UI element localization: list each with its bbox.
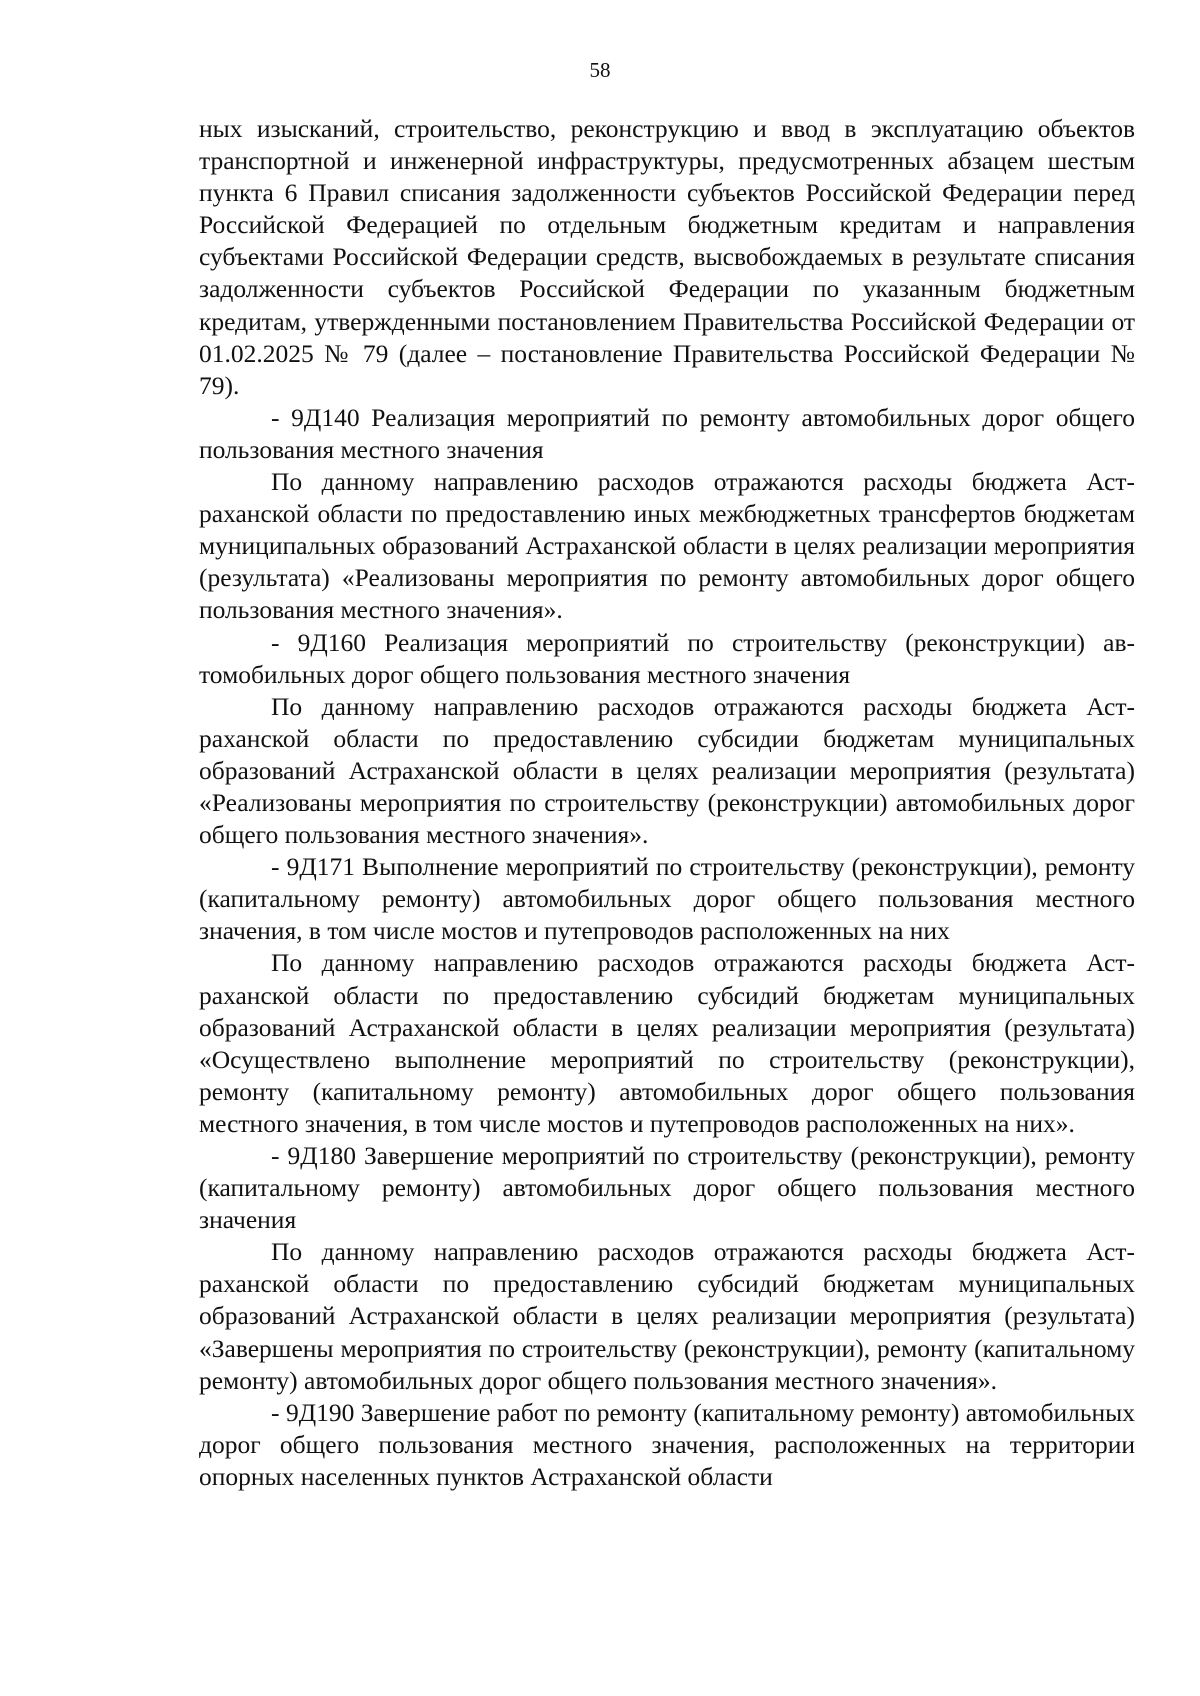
page-number: 58 — [589, 58, 611, 82]
item-heading-9d171: - 9Д171 Выполнение мероприятий по строительству (реконструкции), ремонту (капитальному ремонту) автомобильных дорог общего пользования местного значения, в том числе мостов и путепроводов расположенных на них — [199, 852, 1135, 946]
item-description-9d160: По данному направлению расходов отражаются расходы бюджета Астраханской области по предоставлению субсидии бюджетам муниципальных образований Астраханской области в целях реализации мероприятия (результата) «Реализованы мероприятия по строительству (реконструкции) автомобильных дорог общего пользования местного значения». — [199, 691, 1135, 850]
item-heading-9d160: - 9Д160 Реализация мероприятий по строительству (реконструкции) автомобильных дорог общего пользования местного значения — [199, 627, 1135, 689]
item-heading-9d190: - 9Д190 Завершение работ по ремонту (капитальному ремонту) автомобильных дорог общего пользования местного значения, расположенных на территории опорных населенных пунктов Астраханской области — [199, 1397, 1135, 1491]
paragraph-continuation: ных изысканий, строительство, реконструкцию и ввод в эксплуатацию объектов транспортной и инженерной инфраструктуры, предусмотренных абзацем шестым пункта 6 Правил списания задолженности субъектов Российской Федерации перед Российской Федерацией по отдельным бюджетным кредитам и направления субъектами Российской Федерации средств, высвобождаемых в результате списания задолженности субъектов Российской Федерации по указанным бюджетным кредитам, утвержденными постановлением Правительства Российской Федерации от 01.02.2025 № 79 (далее – постановление Правительства Российской Федерации № 79). — [199, 114, 1135, 400]
item-heading-9d180: - 9Д180 Завершение мероприятий по строительству (реконструкции), ремонту (капитальному ремонту) автомобильных дорог общего пользования местного значения — [199, 1141, 1135, 1235]
item-heading-9d140: - 9Д140 Реализация мероприятий по ремонту автомобильных дорог общего пользования местного значения — [199, 402, 1135, 464]
document-body — [199, 113, 1135, 1493]
item-description-9d180: По данному направлению расходов отражаются расходы бюджета Астраханской области по предоставлению субсидий бюджетам муниципальных образований Астраханской области в целях реализации мероприятия (результата) «Завершены мероприятия по строительству (реконструкции), ремонту (капитальному ремонту) автомобильных дорог общего пользования местного значения». — [199, 1237, 1135, 1395]
item-description-9d171: По данному направлению расходов отражаются расходы бюджета Астраханской области по предоставлению субсидий бюджетам муниципальных образований Астраханской области в целях реализации мероприятия (результата) «Осуществлено выполнение мероприятий по строительству (реконструкции), ремонту (капитальному ремонту) автомобильных дорог общего пользования местного значения, в том числе мостов и путепроводов расположенных на них». — [199, 948, 1135, 1138]
item-description-9d140: По данному направлению расходов отражаются расходы бюджета Астраханской области по предоставлению иных межбюджетных трансфертов бюджетам муниципальных образований Астраханской области в целях реализации мероприятия (результата) «Реализованы мероприятия по ремонту автомобильных дорог общего пользования местного значения». — [199, 467, 1135, 625]
